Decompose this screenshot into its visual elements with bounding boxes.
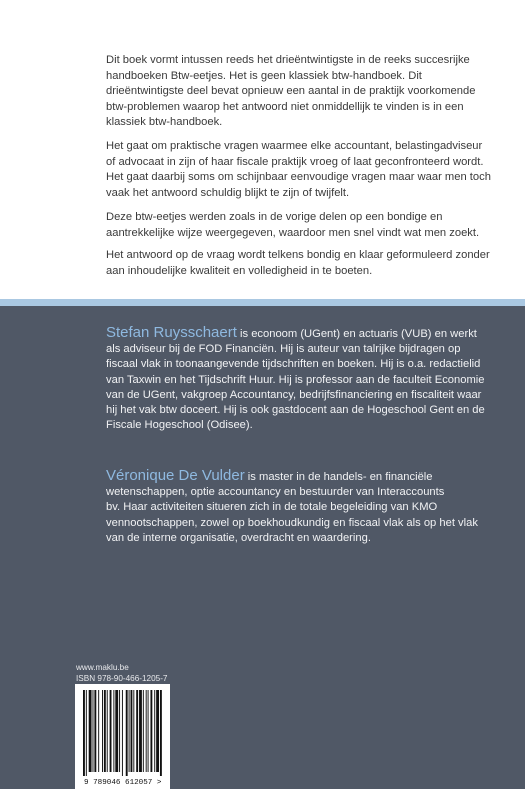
blurb-paragraph-2 [106, 139, 491, 201]
text-line: vennootschappen, zowel op boekhoudkundig en fiscaal vlak als op het vlak [106, 516, 478, 529]
text-line: Het gaat daarbij soms om schijnbaar eenvoudige vragen maar waar men toch [106, 171, 491, 183]
barcode-bar [154, 690, 155, 772]
barcode-graphic [75, 684, 170, 789]
isbn-label: ISBN 978-90-466-1205-7 [76, 674, 168, 683]
blurb-paragraph-3 [106, 210, 478, 241]
barcode-bar [113, 690, 114, 772]
barcode-bar [129, 690, 130, 772]
text-line: aan inhoudelijke kwaliteit en volledigheid in te boeten. [106, 264, 373, 277]
text-line: als adviseur bij de FOD Financiën. Hij is auteur van talrijke bijdragen op [106, 343, 461, 356]
text-line: fiscaal vlak in toonaangevende tijdschriften en boeken. Hij is o.a. redactielid [106, 358, 481, 371]
barcode-bar [94, 690, 96, 772]
text-line: wetenschappen, optie accountancy en bestuurder van Interaccounts [106, 486, 445, 499]
barcode-bar [104, 690, 106, 772]
barcode-bar [86, 690, 87, 776]
blurb-paragraph-1 [106, 53, 478, 131]
text-line: Dit boek vormt intussen reeds het drieëntwintigste in de reeks succesrijke [106, 54, 470, 66]
barcode-bar [126, 690, 128, 776]
barcode-bar [93, 690, 94, 772]
text-line: handboeken Btw-eetjes. Het is geen klassiek btw-handboek. Dit [106, 69, 422, 82]
text-line: drieëntwintigste deel bevat opnieuw een aantal in de praktijk voorkomende [106, 85, 476, 97]
barcode-bar [148, 690, 149, 772]
author-name: Véronique De Vulder [106, 467, 245, 484]
text-line: Fiscale Hogeschool (Odisee). [106, 419, 253, 432]
barcode-bar [98, 690, 99, 772]
barcode-bar [133, 690, 134, 772]
barcode-bar [107, 690, 108, 772]
author-name: Stefan Ruysschaert [106, 324, 237, 341]
barcode-bar [102, 690, 103, 772]
barcode-bar [146, 690, 147, 772]
barcode-digits: 9 789046 612057 > [84, 779, 162, 787]
text-line: klassiek btw-handboek. [106, 116, 223, 128]
barcode-bar [110, 690, 112, 772]
barcode-bar [156, 690, 159, 772]
text-line: hij het vak btw doceert. Hij is ook gastdocent aan de Hogeschool Gent en de [106, 404, 485, 417]
author-bio-ruysschaert [106, 325, 486, 433]
publisher-website: www.maklu.be [76, 663, 129, 672]
barcode-bar [83, 690, 85, 776]
barcode-bar [115, 690, 118, 772]
text-line: Deze btw-eetjes werden zoals in de vorige delen op een bondige en [106, 211, 443, 223]
blurb-paragraph-4 [106, 248, 490, 279]
text-line: aantrekkelijke wijze weergegeven, waardoor men snel vindt wat men zoekt. [106, 226, 480, 239]
barcode-bar [150, 690, 152, 772]
text-line: Het gaat om praktische vragen waarmee elke accountant, belastingadviseur [106, 140, 483, 152]
text-line: Het antwoord op de vraag wordt telkens bondig en klaar geformuleerd zonder [106, 249, 490, 261]
barcode-bar [119, 690, 120, 772]
text-line: of advocaat in zijn of haar fiscale praktijk vroeg of laat geconfronteerd wordt. [106, 155, 484, 168]
barcode-bar [131, 690, 133, 772]
text-line: van de interne organisatie, overdracht en waardering. [106, 531, 371, 544]
barcode-bar [122, 690, 123, 776]
text-line: van Taxwin en het Tijdschrift Huur. Hij is professor aan de faculteit Economie [106, 373, 485, 386]
text-line: is econoom (UGent) en actuaris (VUB) en werkt [236, 328, 477, 340]
barcode-bar [143, 690, 144, 772]
barcode-bar [139, 690, 142, 772]
text-line: bv. Haar activiteiten situeren zich in de totale begeleiding van KMO [106, 501, 438, 514]
text-line: van de UGent, vakgroep Accountancy, bedrijfsfinanciering en fiscaliteit waar [106, 388, 482, 401]
barcode-bar [89, 690, 92, 772]
text-line: btw-problemen waarop het antwoord niet onmiddellijk te vinden is in een [106, 100, 464, 113]
author-bio-de-vulder [106, 468, 486, 546]
blurb-section [0, 0, 525, 299]
barcode-bar [136, 690, 138, 772]
divider-stripe [0, 299, 525, 306]
text-line: is master in de handels- en financiële [244, 471, 433, 483]
text-line: vaak het antwoord schuldig blijkt te zijn of twijfelt. [106, 186, 350, 199]
barcode-bar [160, 690, 162, 776]
barcode [75, 684, 170, 789]
